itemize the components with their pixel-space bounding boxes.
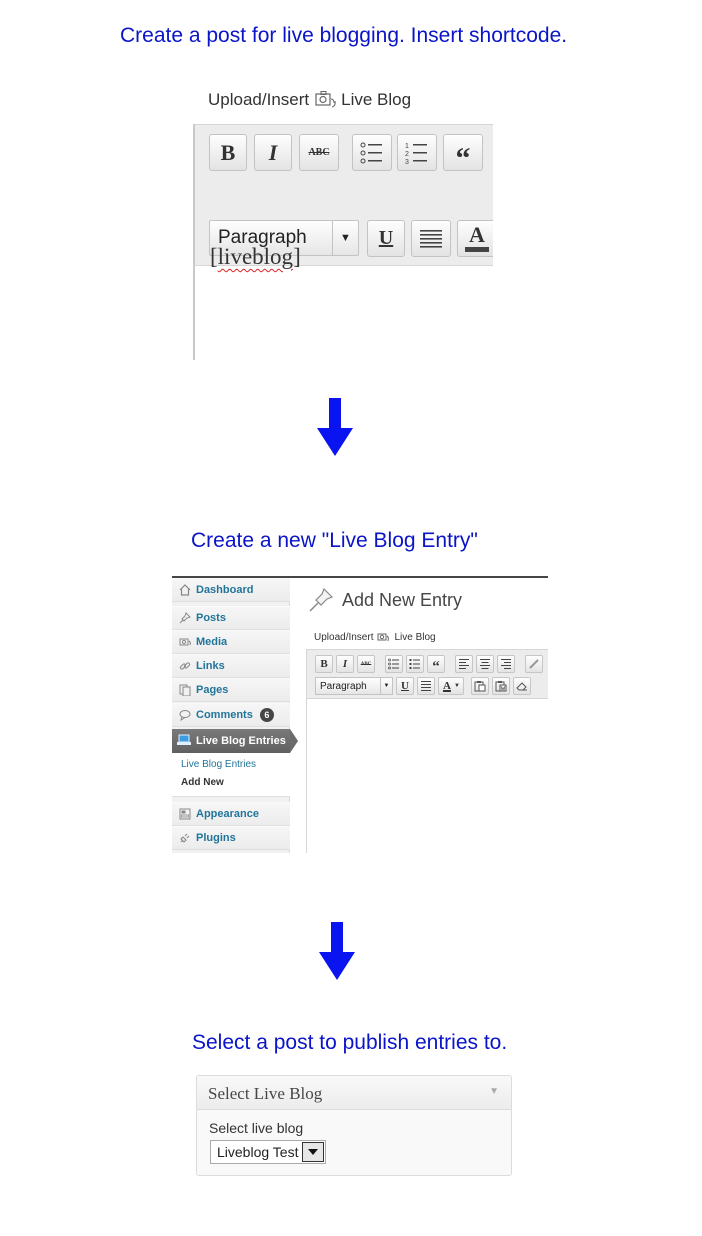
bullet-list-button[interactable]: [352, 134, 392, 171]
menu-item-posts[interactable]: Posts: [172, 606, 290, 630]
text-color-swatch-icon: [465, 247, 489, 252]
appearance-icon: [179, 808, 191, 820]
bullet-list-icon: [360, 141, 384, 165]
pages-icon: [179, 684, 191, 696]
remove-format-button[interactable]: [513, 677, 531, 695]
strikethrough-button[interactable]: ABC: [357, 655, 375, 673]
metabox-toggle-icon[interactable]: ▼: [489, 1086, 499, 1097]
step-1-title: Create a post for live blogging. Insert shortcode.: [120, 24, 568, 47]
pin-icon: [179, 612, 191, 624]
admin-sidebar: [172, 578, 290, 853]
menu-item-comments[interactable]: Comments 6: [172, 703, 290, 727]
editor-content-area[interactable]: [193, 266, 493, 360]
media-buttons: [314, 631, 436, 643]
format-select-value: Paragraph: [320, 680, 367, 692]
menu-item-plugins[interactable]: Plugins: [172, 826, 290, 850]
italic-button[interactable]: I: [254, 134, 292, 171]
bold-button[interactable]: B: [315, 655, 333, 673]
live-blog-icon: [177, 734, 191, 749]
bullet-list-icon: [388, 658, 400, 670]
italic-button[interactable]: I: [336, 655, 354, 673]
upload-insert-link[interactable]: Upload/Insert: [208, 90, 310, 109]
plugins-icon: [179, 832, 191, 844]
format-select-arrow-icon[interactable]: ▼: [380, 678, 392, 694]
admin-main-content: [291, 578, 548, 853]
justify-button[interactable]: [417, 677, 435, 695]
menu-item-appearance[interactable]: Appearance: [172, 802, 290, 826]
metabox-header[interactable]: [197, 1076, 511, 1110]
live-blog-label: Live Blog: [341, 90, 412, 109]
paste-text-button[interactable]: [471, 677, 489, 695]
upload-insert-link[interactable]: Upload/Insert: [314, 631, 374, 643]
format-select-value: Paragraph: [218, 227, 307, 248]
insert-link-button[interactable]: [525, 655, 543, 673]
live-blog-select[interactable]: [210, 1140, 326, 1164]
text-color-letter: A: [469, 222, 485, 247]
paste-word-icon: [495, 680, 507, 692]
admin-screenshot: [172, 576, 548, 853]
add-entry-pin-icon: [307, 586, 335, 614]
align-left-icon: [458, 658, 470, 670]
select-arrow-icon[interactable]: [302, 1142, 324, 1162]
live-blog-submenu: [172, 753, 290, 797]
menu-item-media[interactable]: Media: [172, 630, 290, 654]
blockquote-button[interactable]: “: [427, 655, 445, 673]
bold-button[interactable]: B: [209, 134, 247, 171]
media-buttons: [208, 90, 411, 110]
bullet-list-button[interactable]: [385, 655, 403, 673]
menu-item-pages[interactable]: Pages: [172, 678, 290, 702]
numbered-list-button[interactable]: [397, 134, 437, 171]
live-blog-camera-icon: [315, 90, 337, 110]
format-select-arrow-icon[interactable]: ▼: [332, 221, 358, 255]
align-right-icon: [500, 658, 512, 670]
editor-content-area[interactable]: [306, 699, 548, 853]
eraser-icon: [516, 680, 528, 692]
underline-button[interactable]: U: [367, 220, 405, 257]
justify-button[interactable]: [411, 220, 451, 257]
select-live-blog-label: Select live blog: [209, 1120, 304, 1136]
live-blog-media-button[interactable]: [315, 90, 411, 110]
justify-icon: [420, 680, 432, 692]
submenu-live-blog-entries[interactable]: Live Blog Entries: [181, 759, 257, 770]
text-color-button[interactable]: [457, 220, 493, 257]
comments-count-badge: 6: [260, 708, 274, 722]
numbered-list-icon: [409, 658, 421, 670]
text-color-button[interactable]: [438, 677, 464, 695]
underline-button[interactable]: U: [396, 677, 414, 695]
comments-icon: [179, 709, 191, 721]
live-blog-label[interactable]: Live Blog: [394, 631, 436, 643]
step-3-title: Select a post to publish entries to.: [192, 1031, 508, 1054]
live-blog-camera-icon[interactable]: [377, 631, 390, 643]
select-live-blog-metabox: [196, 1075, 512, 1176]
dashboard-icon: [179, 584, 191, 596]
live-blog-select-value: Liveblog Test: [217, 1144, 299, 1160]
submenu-add-new[interactable]: Add New: [181, 777, 224, 788]
numbered-list-button[interactable]: [406, 655, 424, 673]
justify-icon: [419, 228, 443, 250]
metabox-title: Select Live Blog: [208, 1084, 323, 1103]
menu-item-dashboard[interactable]: Dashboard: [172, 578, 290, 602]
liveblog-word: liveblog: [217, 244, 294, 269]
link-icon: [528, 658, 540, 670]
links-icon: [179, 660, 191, 672]
numbered-list-icon: [405, 141, 429, 165]
shortcode-text: [liveblog]: [210, 244, 301, 269]
text-color-dropdown-icon: ▼: [453, 683, 460, 689]
svg-text:2: 2: [405, 150, 409, 158]
align-left-button[interactable]: [455, 655, 473, 673]
svg-text:3: 3: [405, 158, 409, 165]
strikethrough-button[interactable]: ABC: [299, 134, 339, 171]
down-arrow-icon: [316, 398, 354, 458]
post-editor-crop: [193, 84, 493, 360]
down-arrow-icon: [318, 922, 356, 982]
menu-item-live-blog-entries[interactable]: Live Blog Entries: [172, 729, 290, 753]
align-right-button[interactable]: [497, 655, 515, 673]
step-2-title: Create a new "Live Blog Entry": [191, 529, 478, 552]
editor-toolbar: [306, 649, 548, 699]
page-title: Add New Entry: [342, 590, 463, 610]
media-icon: [179, 636, 191, 648]
paste-word-button[interactable]: [492, 677, 510, 695]
menu-item-links[interactable]: Links: [172, 654, 290, 678]
format-select[interactable]: [315, 677, 393, 695]
text-color-letter: A: [443, 680, 451, 692]
align-center-button[interactable]: [476, 655, 494, 673]
blockquote-button[interactable]: “: [443, 134, 483, 171]
align-center-icon: [479, 658, 491, 670]
svg-text:1: 1: [405, 142, 409, 150]
paste-text-icon: [474, 680, 486, 692]
